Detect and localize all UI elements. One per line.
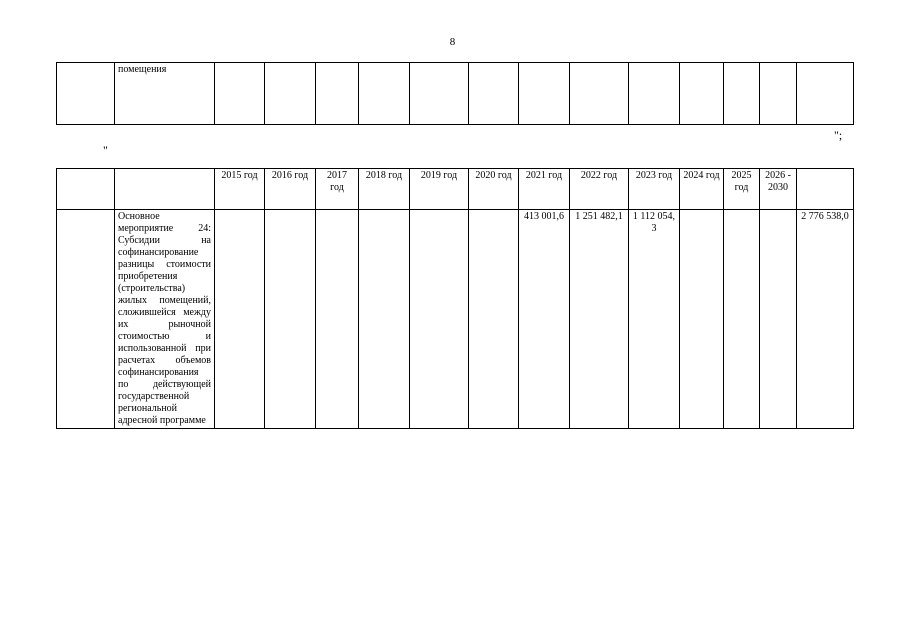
measure-description: Основное мероприятие 24: Субсидии на софинансирование разницы стоимости приобретения (строительства) жилых помещений, сложившейся между их рыночной стоимостью и использованной при расчетах объемов софинансирования по действующей государственной региональной адресной программе — [115, 210, 215, 429]
header-cell — [57, 169, 115, 210]
cell — [469, 210, 519, 429]
main-table — [56, 168, 854, 429]
cell — [215, 210, 265, 429]
opening-quote-mark: " — [103, 143, 108, 157]
header-cell: 2019 год — [410, 169, 469, 210]
top-table-fragment — [56, 62, 854, 125]
header-cell: 2021 год — [519, 169, 570, 210]
cell — [680, 63, 724, 125]
header-cell — [115, 169, 215, 210]
header-cell: 2015 год — [215, 169, 265, 210]
cell — [316, 63, 359, 125]
header-cell: 2022 год — [570, 169, 629, 210]
cell — [316, 210, 359, 429]
page-number: 8 — [449, 36, 456, 48]
header-cell: 2017 год — [316, 169, 359, 210]
cell — [469, 63, 519, 125]
header-cell — [797, 169, 854, 210]
cell — [410, 63, 469, 125]
table-header-row — [57, 169, 854, 210]
cell — [57, 63, 115, 125]
value-2022: 1 251 482,1 — [570, 210, 629, 429]
cell — [57, 210, 115, 429]
cell — [215, 63, 265, 125]
cell — [519, 63, 570, 125]
header-cell: 2018 год — [359, 169, 410, 210]
cell — [629, 63, 680, 125]
cell — [760, 210, 797, 429]
table-row — [57, 210, 854, 429]
cell — [359, 63, 410, 125]
cell — [265, 63, 316, 125]
cell-text: помещения — [115, 63, 215, 125]
header-cell: 2020 год — [469, 169, 519, 210]
cell — [724, 210, 760, 429]
cell — [680, 210, 724, 429]
header-cell: 2026 - 2030 — [760, 169, 797, 210]
cell — [570, 63, 629, 125]
header-cell: 2023 год — [629, 169, 680, 210]
header-cell: 2024 год — [680, 169, 724, 210]
cell — [797, 63, 854, 125]
header-cell: 2016 год — [265, 169, 316, 210]
closing-quote-mark: "; — [834, 128, 843, 142]
top-table-row — [57, 63, 854, 125]
header-cell: 2025 год — [724, 169, 760, 210]
cell — [265, 210, 316, 429]
value-2023: 1 112 054,3 — [629, 210, 680, 429]
value-2021: 413 001,6 — [519, 210, 570, 429]
cell — [359, 210, 410, 429]
cell — [760, 63, 797, 125]
cell — [410, 210, 469, 429]
cell — [724, 63, 760, 125]
value-total: 2 776 538,0 — [797, 210, 854, 429]
